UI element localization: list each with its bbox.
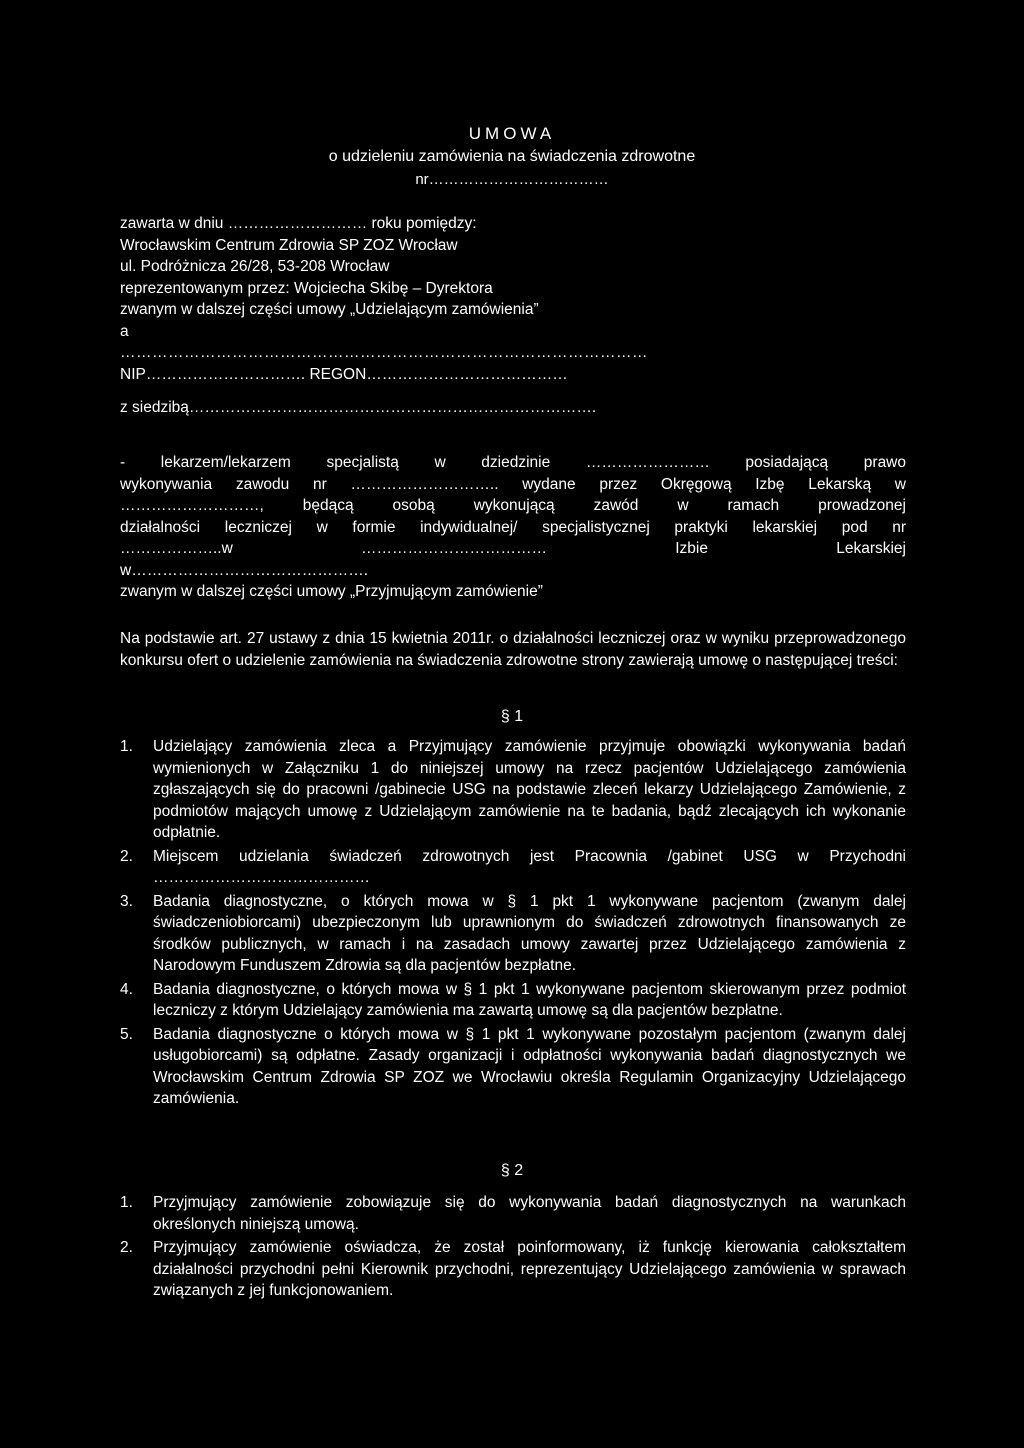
contract-number: nr……………………………… [415,171,609,188]
list-item [120,1024,906,1110]
contractor-line-3: ………………………, będącą osobą wykonującą zawód w ramach prowadzonej [120,497,906,514]
item-number: 5. [120,1025,133,1043]
list-item [120,979,906,1022]
party-name-line: Wrocławskim Centrum Zdrowia SP ZOZ Wrocław [120,236,458,254]
item-text: Przyjmujący zamówienie oświadcza, że został poinformowany, iż funkcję kierowania całokształtem działalności przychodni pełni Kierownik przychodni, reprezentujący Udzielającego zamówienia w sprawach związanych z jej funkcjonowaniem. [153,1239,906,1299]
preamble: Na podstawie art. 27 ustawy z dnia 15 kwietnia 2011r. o działalności leczniczej oraz w wyniku przeprowadzonego konkursu ofert o udzielenie zamówienia na świadczenia zdrowotne strony zawierają umowę o następującej treści: [120,630,906,669]
parties-block [120,213,905,419]
item-text: Badania diagnostyczne o których mowa w § 1 pkt 1 wykonywane pozostałym pacjentom (zwanym dalej usługobiorcami) są odpłatne. Zasady organizacji i odpłatności wykonywania badań diagnostycznych we Wrocławskim Centrum Zdrowia SP ZOZ we Wrocławiu określa Regulamin Organizacyjny Udzielającego zamówienia. [153,1025,906,1107]
item-text: Badania diagnostyczne, o których mowa w § 1 pkt 1 wykonywane pacjentom skierowanym przez podmiot leczniczy z którym Udzielający zamówienia ma zawartą umowę są dla pacjentów bezpłatne. [153,980,906,1019]
item-text: Udzielający zamówienia zleca a Przyjmujący zamówienie przyjmuje obowiązki wykonywania badań wymienionych w Załączniku 1 do niniejszej umowy na rzecz pacjentów Udzielającego zamówienia zgłaszających się do pracowni /gabinecie USG na podstawie zleceń lekarzy Udzielającego Zamówienie, z podmiotów mających umowę z Udzielającym zamówienie na te badania, bądź zlecających ich wykonanie odpłatnie. [153,738,906,841]
party-designation-line: zwanym w dalszej części umowy „Udzielającym zamówienia” [120,301,539,318]
list-item [120,1192,906,1235]
contractor-line-5: ………………..w ……………………………… Izbie Lekarskiej [120,540,906,557]
item-number: 1. [120,1194,133,1211]
document-subtitle: o udzieleniu zamówienia na świadczenia zdrowotne [328,148,696,165]
conjunction-line: a [120,322,129,340]
contractor-block [120,452,906,603]
section-2-heading: § 2 [500,1162,524,1179]
item-number: 3. [120,892,133,910]
item-number: 2. [120,1239,133,1256]
item-number: 2. [120,847,133,865]
contractor-line-2: wykonywania zawodu nr ……………………….. wydane przez Okręgową Izbę Lekarską w [120,475,906,493]
party-representative-line: reprezentowanym przez: Wojciecha Skibę – Dyrektora [120,279,493,297]
party-address-line: ul. Podróżnicza 26/28, 53-208 Wrocław [120,258,390,275]
contractor-name-blank: ……………………………………………………………………………………… [120,344,648,361]
list-item [120,846,906,889]
item-number: 1. [120,738,133,755]
contractor-line-6: w………………………………………. [120,561,368,579]
document-title: UMOWA [468,124,556,143]
list-item [120,891,906,977]
item-number: 4. [120,980,133,998]
list-item [120,1237,906,1302]
section-2-list [120,1192,906,1302]
list-item [120,736,906,844]
contract-date-line: zawarta w dniu ……………………… roku pomiędzy: [120,215,477,232]
nip-regon-line: NIP…………………………. REGON………………………………… [120,365,568,383]
contractor-designation: zwanym w dalszej części umowy „Przyjmującym zamówienie” [120,583,543,600]
section-1-list [120,736,906,1110]
item-text: Przyjmujący zamówienie zobowiązuje się do wykonywania badań diagnostycznych na warunkach określonych niniejszą umową. [153,1194,906,1233]
contractor-line-1: - lekarzem/lekarzem specjalistą w dziedzinie …………………… posiadającą prawo [120,454,906,471]
item-text: Badania diagnostyczne, o których mowa w § 1 pkt 1 wykonywane pacjentom (zwanym dalej świadczeniobiorcami) ubezpieczonym lub uprawnionym do świadczeń zdrowotnych finansowanych ze środków publicznych, w ramach i na zasadach umowy zawartej przez Udzielającego zamówienia z Narodowym Funduszem Zdrowia są dla pacjentów bezpłatne. [153,892,906,974]
item-text: Miejscem udzielania świadczeń zdrowotnych jest Pracownia /gabinet USG w Przychodni …………………………………… [153,847,906,886]
seat-line: z siedzibą……………………………………………………………………. [120,399,597,416]
section-1-heading: § 1 [500,708,524,725]
contractor-line-4: działalności leczniczej w formie indywidualnej/ specjalistycznej praktyki lekarskiej pod nr [120,518,906,536]
